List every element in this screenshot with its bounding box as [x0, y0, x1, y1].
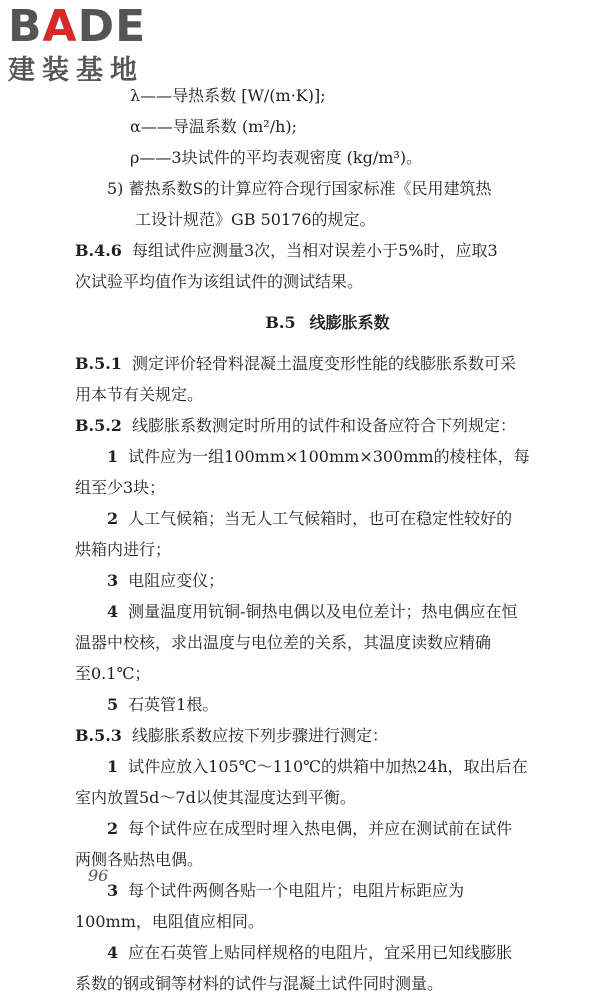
list-item-number: 4	[107, 602, 119, 621]
list-item	[75, 937, 580, 968]
clause-b51	[75, 348, 580, 410]
clause-b52-number: B.5.2	[75, 416, 122, 435]
clause-b51-line1: 测定评价轻骨料混凝土温度变形性能的线膨胀系数可采	[131, 354, 516, 373]
list-item-text: 每个试件两侧各贴一个电阻片；电阻片标距应为	[128, 881, 465, 900]
list-item-number: 1	[107, 757, 119, 776]
logo-subtitle: 建装基地	[8, 55, 144, 86]
list-item-number: 2	[107, 509, 119, 528]
document-page	[75, 80, 580, 999]
clause-b51-line2: 用本节有关规定。	[75, 385, 204, 404]
page-number: 96	[88, 866, 109, 885]
list-item-number: 5	[107, 695, 119, 714]
symbol-alpha: α——导温系数 (m²/h);	[130, 117, 298, 136]
list-item	[75, 565, 580, 596]
bade-logo	[8, 1, 176, 86]
section-number: B.5	[265, 313, 296, 332]
clause-b52-text: 线膨胀系数测定时所用的试件和设备应符合下列规定：	[131, 416, 516, 435]
list-item-number: 3	[107, 881, 119, 900]
item5-line2: 工设计规范》GB 50176的规定。	[135, 210, 376, 229]
clause-b53	[75, 720, 580, 999]
list-item	[75, 813, 580, 844]
list-item-text: 试件应为一组100mm×100mm×300mm的棱柱体，每	[128, 447, 530, 466]
list-item-number: 2	[107, 819, 119, 838]
clause-b46-number: B.4.6	[75, 241, 122, 260]
list-item-text: 试件应放入105℃～110℃的烘箱中加热24h，取出后在	[128, 757, 528, 776]
list-item	[75, 503, 580, 534]
clause-b53-text: 线膨胀系数应按下列步骤进行测定：	[131, 726, 388, 745]
list-item	[75, 875, 580, 906]
section-title: 线膨胀系数	[309, 313, 390, 332]
list-item-continuation: 室内放置5d～7d以使其湿度达到平衡。	[75, 788, 356, 807]
logo-wordmark	[8, 1, 176, 52]
list-item-number: 1	[107, 447, 119, 466]
list-item	[75, 441, 580, 472]
list-item-text: 应在石英管上贴同样规格的电阻片，宜采用已知线膨胀	[128, 943, 513, 962]
list-item-continuation: 系数的钢或铜等材料的试件与混凝土试件同时测量。	[75, 974, 444, 993]
list-item	[75, 596, 580, 627]
clause-b52	[75, 410, 580, 720]
list-item-text: 每个试件应在成型时埋入热电偶，并应在测试前在试件	[128, 819, 513, 838]
list-item-text: 石英管1根。	[128, 695, 219, 714]
list-item-continuation: 温器中校核，求出温度与电位差的关系，其温度读数应精确	[75, 633, 492, 652]
list-item	[75, 751, 580, 782]
list-item-continuation: 两侧各贴热电偶。	[75, 850, 204, 869]
item5-line1: 5) 蓄热系数S的计算应符合现行国家标准《民用建筑热	[107, 179, 492, 198]
clause-b46	[75, 235, 580, 297]
list-item-continuation: 100mm，电阻值应相同。	[75, 912, 264, 931]
logo-letter-b: B	[8, 1, 43, 52]
logo-letter-a: A	[42, 1, 78, 52]
clause-b53-number: B.5.3	[75, 726, 122, 745]
list-item-text: 测量温度用钪铜-铜热电偶以及电位差计；热电偶应在恒	[128, 602, 518, 621]
clause-b46-line2: 次试验平均值作为该组试件的测试结果。	[75, 272, 364, 291]
clause-b46-line1: 每组试件应测量3次，当相对误差小于5%时，应取3	[131, 241, 498, 260]
symbol-lambda: λ——导热系数 [W/(m·K)];	[130, 86, 326, 105]
logo-letters-de: DE	[77, 1, 147, 52]
section-heading	[75, 307, 580, 338]
list-item-continuation: 组至少3块；	[75, 478, 166, 497]
list-item-continuation: 至0.1℃；	[75, 664, 151, 683]
list-item-text: 电阻应变仪；	[128, 571, 225, 590]
list-item-number: 3	[107, 571, 119, 590]
list-item-text: 人工气候箱；当无人工气候箱时，也可在稳定性较好的	[128, 509, 513, 528]
symbol-rho: ρ——3块试件的平均表观密度 (kg/m³)。	[130, 148, 423, 167]
list-item	[75, 689, 580, 720]
clause-b51-number: B.5.1	[75, 354, 122, 373]
list-item-continuation: 烘箱内进行；	[75, 540, 172, 559]
list-item-number: 4	[107, 943, 119, 962]
